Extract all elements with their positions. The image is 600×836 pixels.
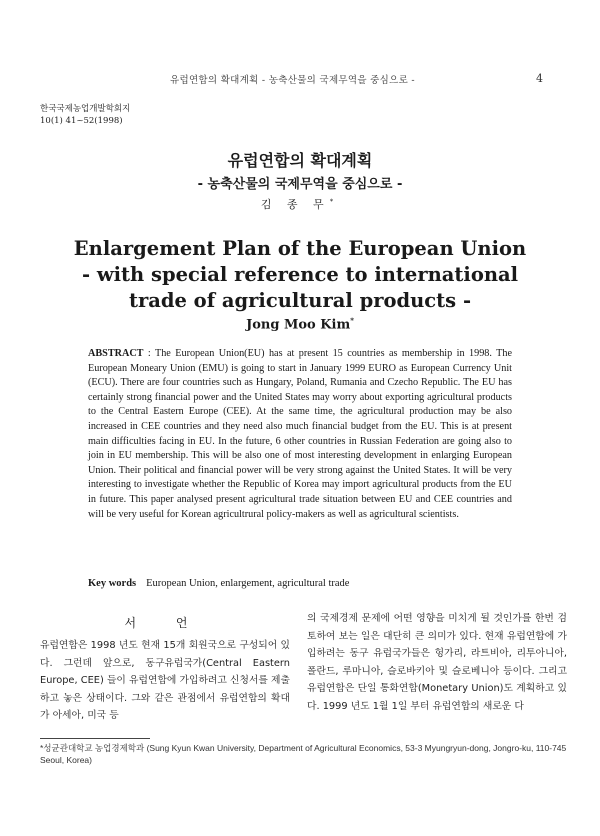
korean-author-name: 김 종 무 [260,198,330,211]
english-author-footnote-mark: * [350,316,354,325]
journal-citation [40,103,130,127]
korean-author [0,196,600,212]
abstract-text: : The European Union(EU) has at present 15 countries as membership in 1998. The European Moneary Union (EMU) is going to start in January 1999 EURO as European Currency Unit (ECU). There are four countries such as Hungary, Poland, Rumania and Czecho Republic. The EU has certainly strong financial power and the United States may worry about exporting agricultural products to the Central Eastern Europe (CEE). At the same time, the agricultural production may be also increased in CEE countries and they need also much financial budget from the EU. This is at present main difficulties facing in EU. In the future, 6 other countries in Russian Federation are going also to join in EU membership. This will be also one of most interesting development in enlarging European Union. Their political and financial power will be very strong against the United States. It will be very interesting to investigate whether the Republic of Korea may import agricultural products from the EU in future. This paper analysed present agricultural trade situation between EU and CEE countries and will be very useful for Korean agricultrural policy-makers as well as agricultural scientists. [88,348,513,520]
body-text-right-column: 의 국제경제 문제에 어떤 영향을 미치게 될 것인가를 한번 검토하여 보는 일은 대단히 큰 의미가 있다. 현재 유럽연합에 가입하려는 동구 유럽국가들은 헝가리, 라트비아, 리투아니아, 폴란드, 루마니아, 슬로바키아 및 슬로베니아 등이다. 그리고 유럽연합은 단일 통화연합(Monetary Union)도 계획하고 있다. 1999 년도 1월 1일 부터 유럽연합의 새로운 다 [307,613,567,712]
section-heading-introduction: 서 언 [124,616,206,630]
page-number: 4 [536,72,543,85]
footnote-divider [40,738,150,739]
english-title [0,236,600,314]
body-text-left-column: 유럽연합은 1998 년도 현재 15개 회원국으로 구성되어 있다. 그런데 앞으로, 동구유럽국가(Central Eastern Europe, CEE) 들이 유럽연합에 가입하려고 신청서를 제출하고 놓은 상태이다. 그와 같은 관점에서 유럽연합의 확대가 아세아, 미국 등 [40,640,290,721]
korean-author-footnote-mark: * [329,197,340,206]
keywords-label: Key words [88,578,137,589]
english-title-line-2: - with special reference to international [81,263,519,286]
keywords-text: European Union, enlargement, agricultural trade [146,578,350,589]
korean-title: 유럽연합의 확대계획 [227,151,373,170]
journal-volume: 10(1) 41~52(1998) [40,116,123,126]
korean-subtitle: - 농축산물의 국제무역을 중심으로 - [197,177,403,192]
abstract [88,347,512,522]
english-title-line-3: trade of agricultural products - [128,289,472,312]
keywords [88,578,349,589]
english-author [0,316,600,332]
abstract-label: ABSTRACT [88,348,144,359]
running-header: 유럽연합의 확대계획 - 농축산물의 국제무역을 중심으로 - [170,75,415,86]
journal-name: 한국국제농업개발학회지 [40,104,131,114]
author-affiliation-footnote: *성균관대학교 농업경제학과 (Sung Kyun Kwan University, Department of Agricultural Economics, 53-3 Myungryun-dong, Jongro-ku, 110-745 Seoul, Korea) [40,743,567,765]
english-title-line-1: Enlargement Plan of the European Union [73,237,527,260]
english-author-name: Jong Moo Kim [246,317,351,333]
